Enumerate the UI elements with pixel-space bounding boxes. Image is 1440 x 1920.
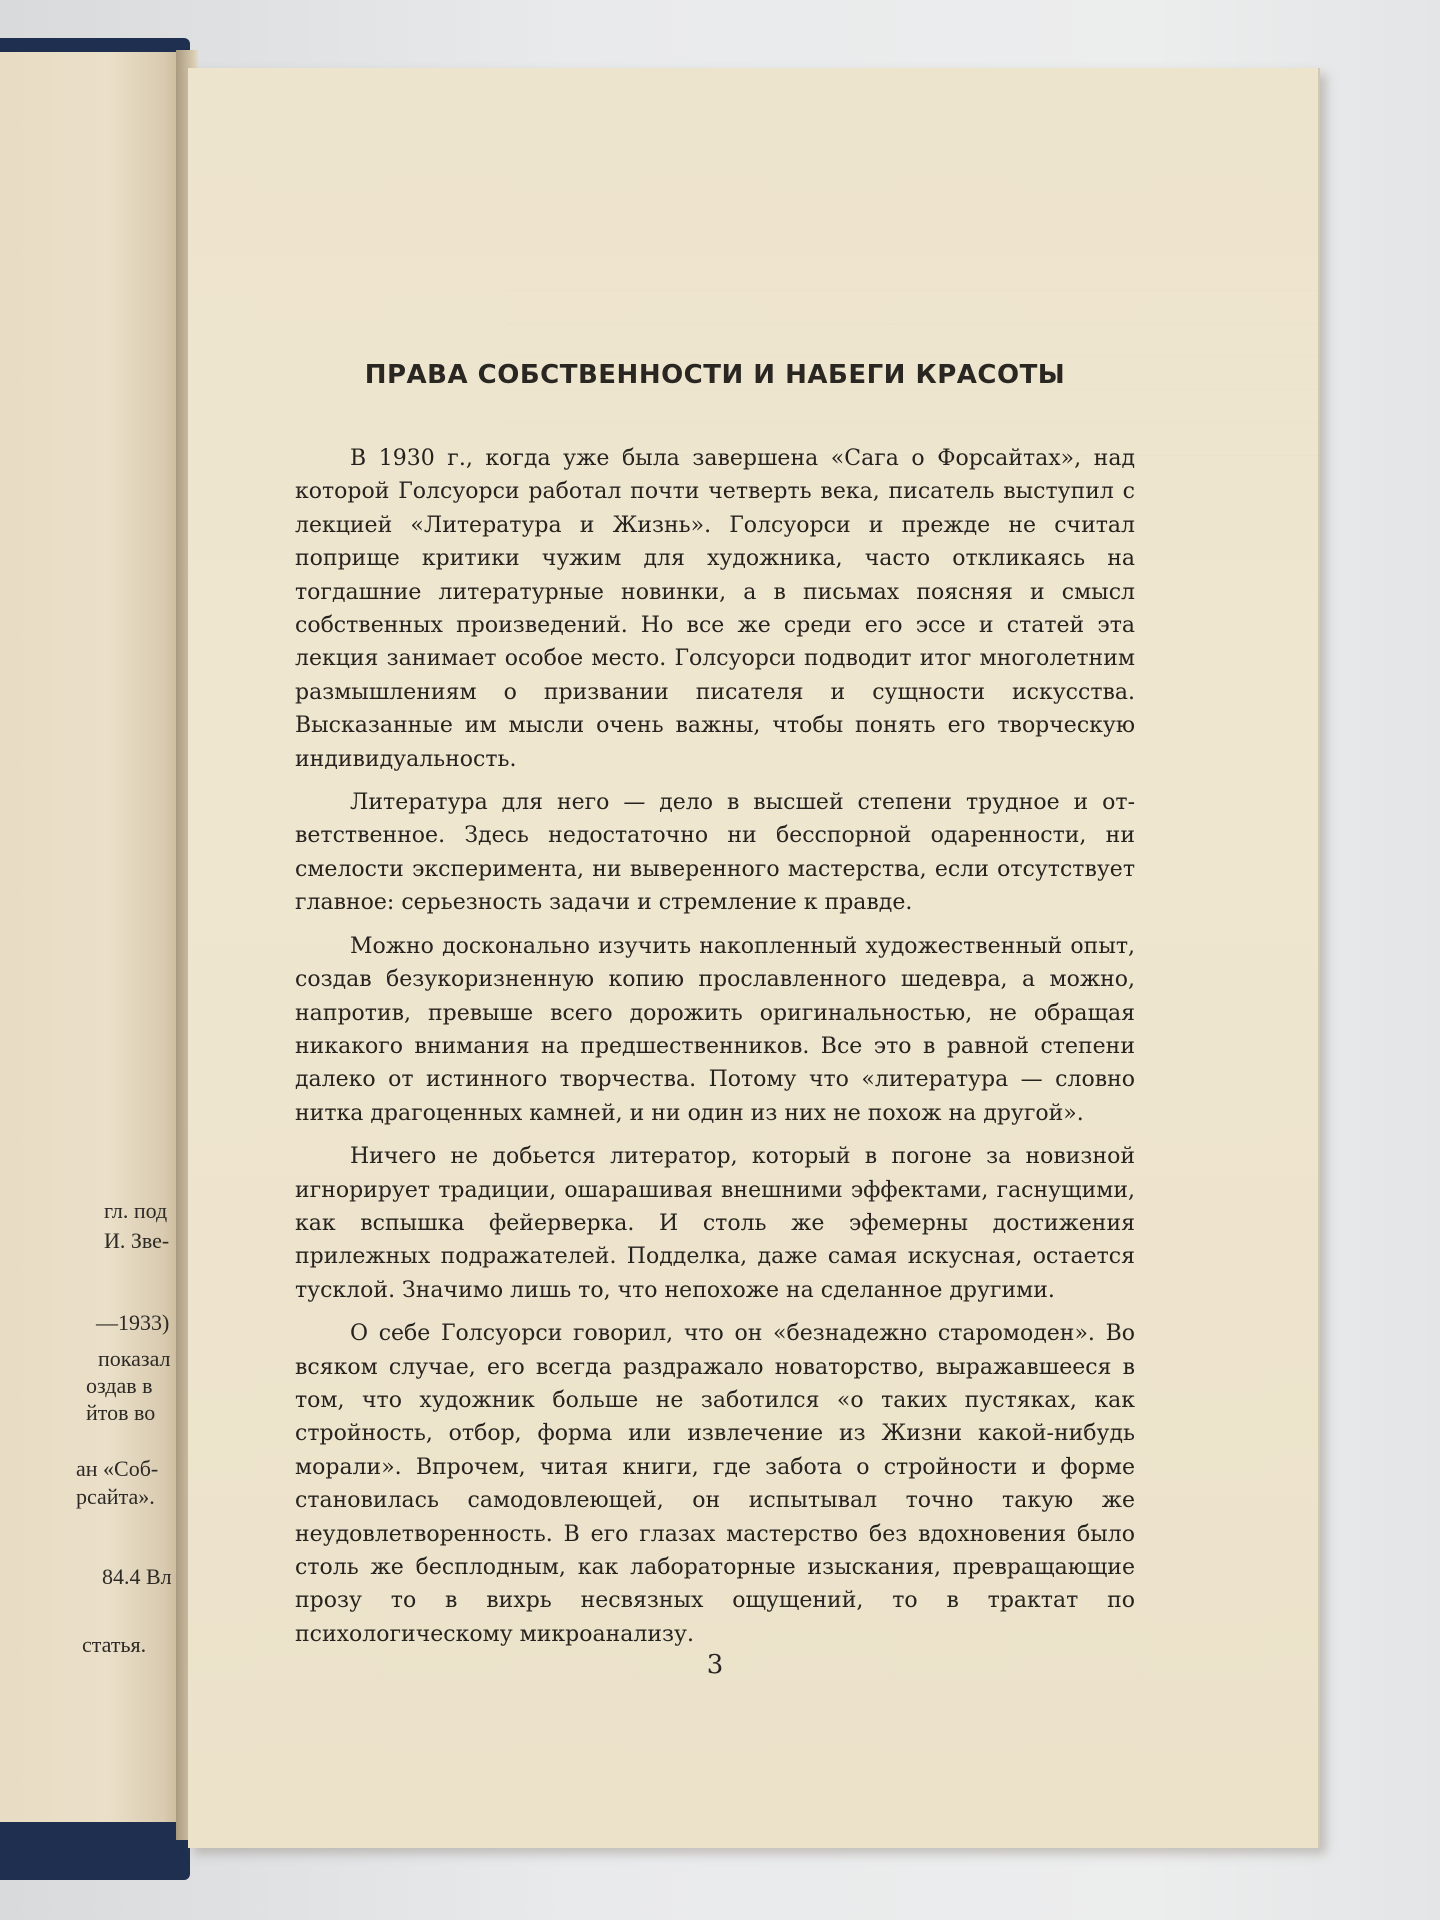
left-page-fragment: статья. [82, 1632, 147, 1657]
article-title: ПРАВА СОБСТВЕННОСТИ И НАБЕГИ КРАСОТЫ [364, 360, 1066, 390]
paragraph: В 1930 г., когда уже была завершена «Сага о Форсайтах», над которой Голсуорси работал почти четверть века, писатель выступил с лекцией «Литература и Жизнь». Голсуорси и прежде не считал поприще критики чужим для художника, часто откликаясь на тогдашние литературные новинки, а в письмах поясняя и смысл собственных произведений. Но все же среди его эссе и статей эта лекция занимает особое место. Голсуорси подводит итог многолетним размышлениям о призвании писателя и сущности искусства. Высказанные им мысли очень важны, чтобы понять его творческую индивидуальность. [295, 446, 1135, 772]
article-body [295, 360, 1135, 1680]
left-page-fragment: —1933) [96, 1310, 170, 1335]
left-page [0, 52, 182, 1822]
left-page-fragment: показал [98, 1346, 171, 1371]
left-page-fragment: 84.4 Вл [102, 1564, 172, 1589]
page-number: 3 [706, 1650, 724, 1680]
paragraph: Можно досконально изучить накопленный художественный опыт, создав безукоризненную копию прославленного шедевра, а можно, напротив, превыше всего дорожить оригинальностью, не обращая никакого внимания на предшественников. Все это в равной степени далеко от истинного творчества. Потому что «литература — словно нитка драгоценных камней, и ни один из них не похож на другой». [295, 933, 1135, 1126]
paragraph: Литература для него — дело в высшей степени трудное и ответственное. Здесь недостаточно ни бесспорной одаренности, ни смелости эксперимента, ни выверенного мастерства, если отсутствует главное: серьезность задачи и стремление к правде. [295, 790, 1135, 916]
left-page-fragment: рсайта». [76, 1484, 155, 1509]
paragraph: Ничего не добьется литератор, который в погоне за новизной игнорирует традиции, ошарашивая внешними эффектами, гаснущими, как вспышка фейерверка. И столь же эфемерны достижения прилежных подражателей. Подделка, даже самая искусная, остается тусклой. Значимо лишь то, что непохоже на сделанное другими. [295, 1144, 1135, 1303]
left-page-fragment: И. Зве- [104, 1228, 170, 1253]
left-page-fragment: оздав в [86, 1373, 153, 1398]
left-page-fragment: гл. под [104, 1198, 168, 1223]
left-page-fragment: ан «Соб- [76, 1456, 159, 1481]
left-page-fragment: йтов во [86, 1400, 156, 1425]
paragraph: О себе Голсуорси говорил, что он «безнадежно старомоден». Во всяком случае, его всегда раздражало новаторство, выражавшееся в том, что художник больше не заботился «о таких пустяках, как стройность, отбор, форма или извлечение из Жизни какой-нибудь морали». Впрочем, читая книги, где забота о стройности и форме становилась самодовлеющей, он испытывал точно такую же неудовлетворенность. В его глазах мастерство без вдохновения было столь же бесплодным, как лабораторные изыскания, превращающие прозу то в вихрь несвязных ощущений, то в трактат по психологическому микроанализу. [295, 1321, 1135, 1647]
